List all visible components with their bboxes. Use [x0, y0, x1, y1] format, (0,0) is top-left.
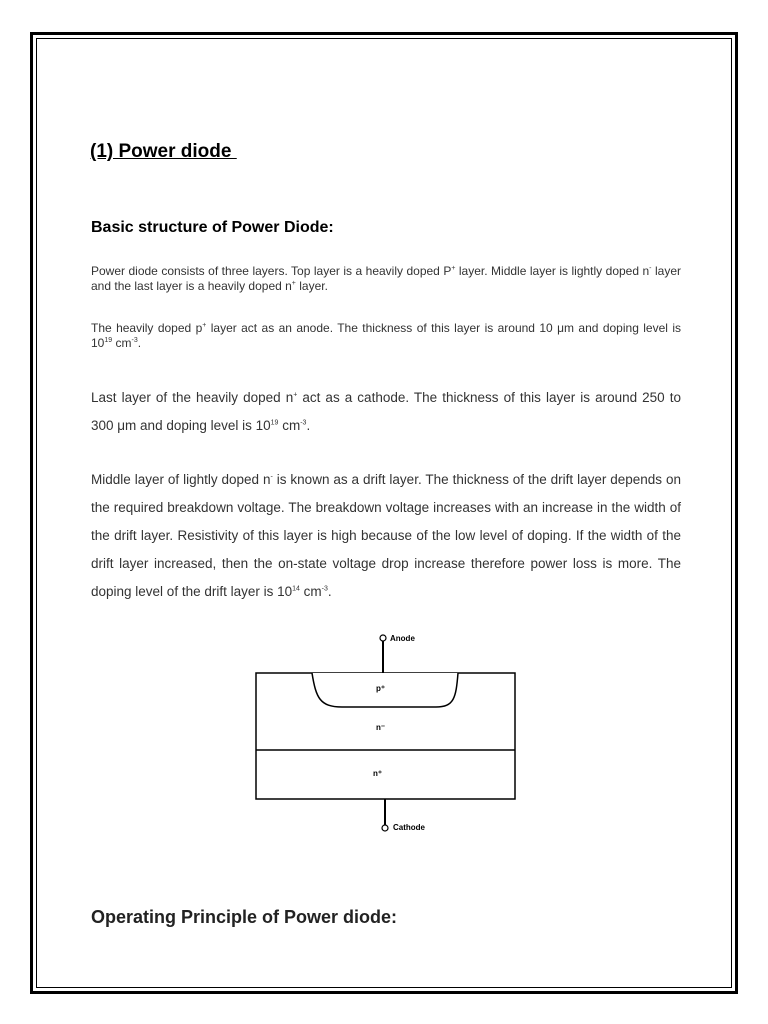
- anode-label: Anode: [390, 634, 415, 643]
- section-heading-operating-principle: Operating Principle of Power diode:: [91, 907, 398, 927]
- paragraph-layers: Power diode consists of three layers. Top layer is a heavily doped P+ layer. Middle layer is lightly doped n- layer and the last layer is a heavily doped n+ layer.: [91, 264, 681, 293]
- paragraph-anode: The heavily doped p+ layer act as an anode. The thickness of this layer is around 10 μm and doping level is $10^{19}$ $cm^{-3}$.: [91, 321, 681, 350]
- cathode-label: Cathode: [393, 823, 425, 832]
- n-plus-label: n⁺: [373, 769, 383, 778]
- section-heading-basic-structure: Basic structure of Power Diode:: [91, 219, 334, 236]
- paragraph-drift-layer: Middle layer of lightly doped n- is known as a drift layer. The thickness of the drift layer depends on the required breakdown voltage. The breakdown voltage increases with an increase in the width of the drift layer. Resistivity of this layer is high because of the low level of doping. If the width of the drift layer increased, then the on-state voltage drop increase therefore power loss is more. The doping level of the drift layer is $10^{14}$ $cm^{-3}$.: [91, 472, 681, 599]
- paragraph-cathode: Last layer of the heavily doped n+ act as a cathode. The thickness of this layer is around 250 to 300 μm and doping level is $10^{19}$ $cm^{-3}$.: [91, 390, 681, 433]
- n-minus-label: n⁻: [376, 723, 386, 732]
- p-plus-label: p⁺: [376, 684, 386, 693]
- page-title: (1) Power diode: [90, 141, 237, 162]
- anode-terminal: [380, 635, 386, 641]
- cathode-terminal: [382, 825, 388, 831]
- power-diode-structure-diagram: [250, 628, 530, 838]
